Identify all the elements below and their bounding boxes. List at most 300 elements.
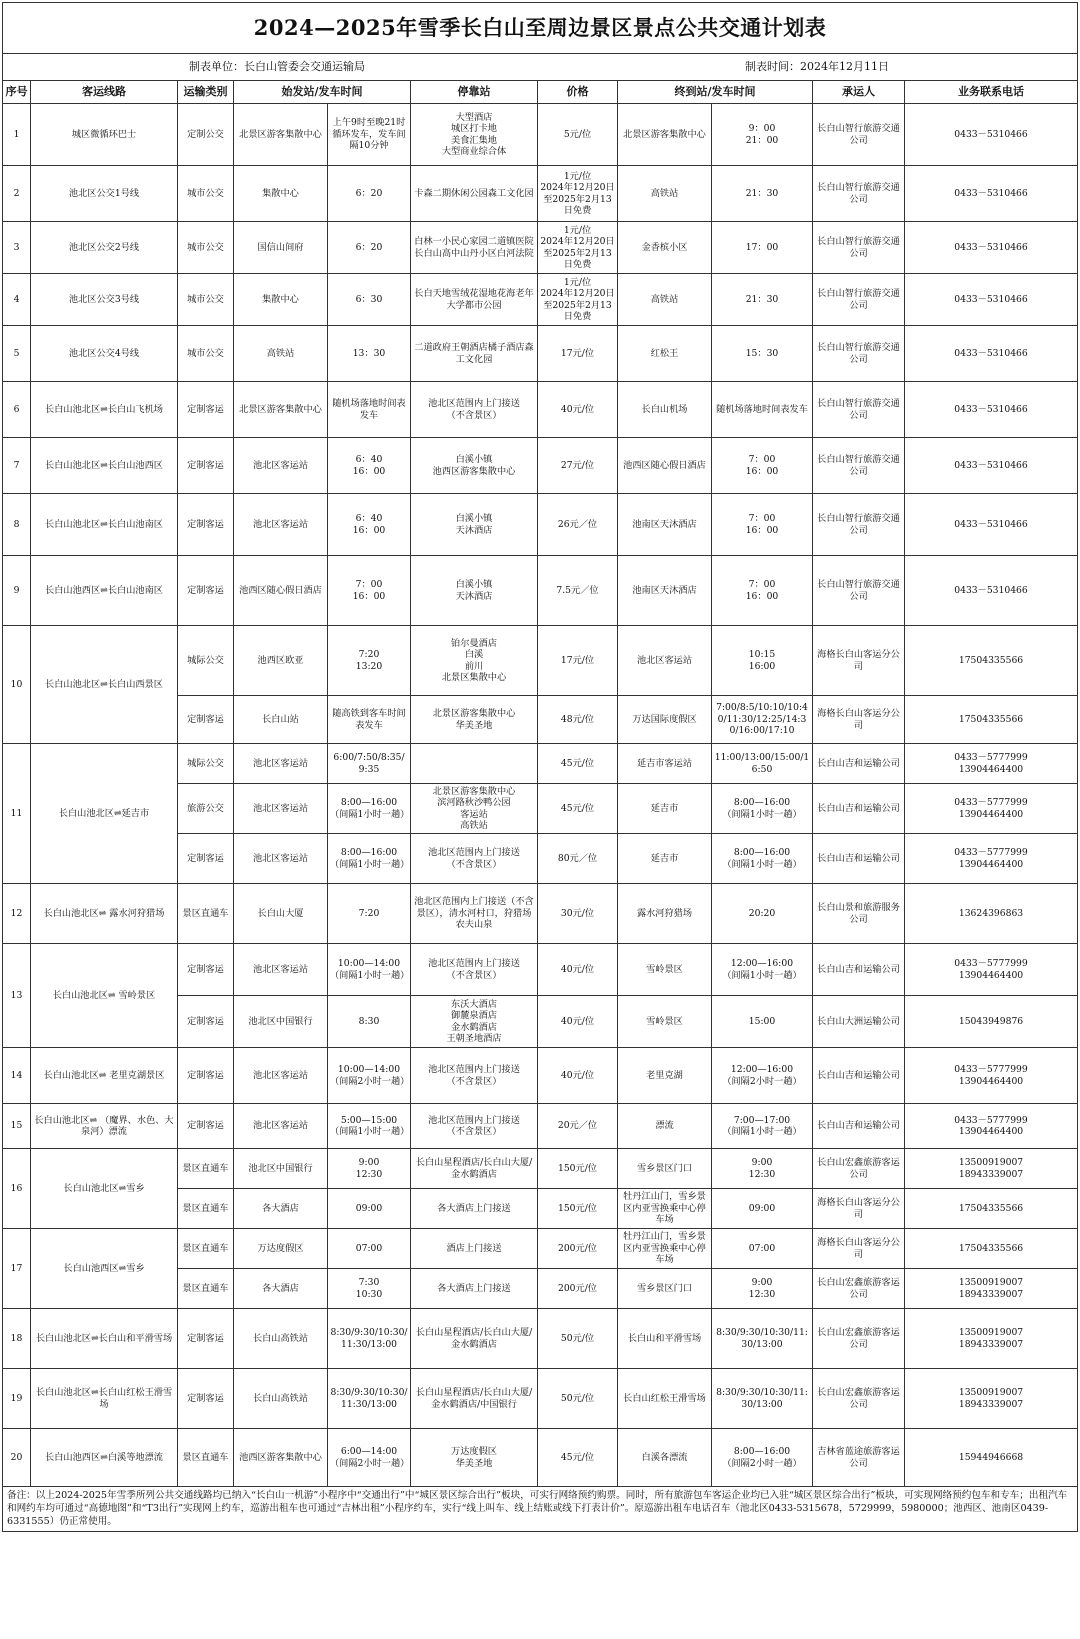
carrier: 长白山宏鑫旅游客运公司 <box>813 1149 905 1189</box>
route-name: 池北区公交3号线 <box>31 274 178 326</box>
phone: 0433－5310466 <box>905 382 1078 438</box>
stops: 池北区范围内上门接送 （不含景区） <box>411 382 538 438</box>
depart-time: 随机场落地时间表发车 <box>328 382 411 438</box>
table-row <box>3 438 1078 494</box>
origin-station: 集散中心 <box>234 274 328 326</box>
transport-type: 定制客运 <box>178 382 234 438</box>
table-row <box>3 1369 1078 1429</box>
price: 5元/位 <box>538 104 618 166</box>
destination-time: 7:00—17:00 （间隔1小时一趟） <box>712 1104 813 1149</box>
depart-time: 07:00 <box>328 1229 411 1269</box>
table-row <box>3 944 1078 996</box>
phone: 17504335566 <box>905 696 1078 744</box>
row-number: 12 <box>3 884 31 944</box>
row-number: 10 <box>3 626 31 744</box>
carrier: 长白山吉和运输公司 <box>813 784 905 834</box>
destination-time: 12:00—16:00 （间隔2小时一趟） <box>712 1048 813 1104</box>
header-destination: 终到站/发车时间 <box>618 81 813 104</box>
stops: 大型酒店 城区打卡地 美食汇集地 大型商业综合体 <box>411 104 538 166</box>
origin-station: 高铁站 <box>234 326 328 382</box>
row-number: 1 <box>3 104 31 166</box>
stops: 各大酒店上门接送 <box>411 1189 538 1229</box>
destination-time: 8:30/9:30/10:30/11:30/13:00 <box>712 1309 813 1369</box>
phone: 13500919007 18943339007 <box>905 1369 1078 1429</box>
price: 45元/位 <box>538 1429 618 1487</box>
route-name: 长白山池北区⇌长白山西景区 <box>31 626 178 744</box>
route-name: 长白山池北区⇌长白山池南区 <box>31 494 178 556</box>
depart-time: 6：30 <box>328 274 411 326</box>
stops: 万达度假区 华美圣地 <box>411 1429 538 1487</box>
destination-station: 牡丹江山门，雪乡景区内亚雪换乘中心停车场 <box>618 1229 712 1269</box>
stops <box>411 744 538 784</box>
route-name: 池北区公交2号线 <box>31 222 178 274</box>
stops: 池北区范围内上门接送（不含景区），清水河村口，狩猎场农夫山泉 <box>411 884 538 944</box>
table-row <box>3 494 1078 556</box>
destination-station: 白溪各漂流 <box>618 1429 712 1487</box>
stops: 各大酒店上门接送 <box>411 1269 538 1309</box>
transit-table <box>2 80 1078 1487</box>
phone: 0433－5777999 13904464400 <box>905 1048 1078 1104</box>
row-number: 16 <box>3 1149 31 1229</box>
stops: 白溪小镇 天沐酒店 <box>411 556 538 626</box>
table-row <box>3 744 1078 784</box>
destination-time: 09:00 <box>712 1189 813 1229</box>
transport-type: 景区直通车 <box>178 1269 234 1309</box>
phone: 0433－5777999 13904464400 <box>905 944 1078 996</box>
destination-time: 7：00 16：00 <box>712 556 813 626</box>
depart-time: 6:00—14:00 （间隔2小时一趟） <box>328 1429 411 1487</box>
transport-type: 定制客运 <box>178 696 234 744</box>
stops: 北景区游客集散中心 滨河路秋沙鸭公园 客运站 高铁站 <box>411 784 538 834</box>
destination-station: 池北区客运站 <box>618 626 712 696</box>
origin-station: 长白山高铁站 <box>234 1309 328 1369</box>
origin-station: 池西区随心假日酒店 <box>234 556 328 626</box>
carrier: 长白山吉和运输公司 <box>813 744 905 784</box>
depart-time: 7:30 10:30 <box>328 1269 411 1309</box>
header-phone: 业务联系电话 <box>905 81 1078 104</box>
origin-station: 池北区中国银行 <box>234 996 328 1048</box>
phone: 0433－5777999 13904464400 <box>905 744 1078 784</box>
row-number: 7 <box>3 438 31 494</box>
depart-time: 6:00/7:50/8:35/9:35 <box>328 744 411 784</box>
origin-station: 池北区客运站 <box>234 1104 328 1149</box>
destination-time: 21：30 <box>712 274 813 326</box>
destination-station: 老里克湖 <box>618 1048 712 1104</box>
price: 1元/位 2024年12月20日至2025年2月13日免费 <box>538 222 618 274</box>
table-row <box>3 326 1078 382</box>
origin-station: 池北区客运站 <box>234 1048 328 1104</box>
phone: 13500919007 18943339007 <box>905 1309 1078 1369</box>
row-number: 3 <box>3 222 31 274</box>
price: 40元/位 <box>538 996 618 1048</box>
phone: 0433－5777999 13904464400 <box>905 1104 1078 1149</box>
transport-type: 定制客运 <box>178 1369 234 1429</box>
destination-station: 漂流 <box>618 1104 712 1149</box>
header-price: 价格 <box>538 81 618 104</box>
row-number: 18 <box>3 1309 31 1369</box>
table-row <box>3 556 1078 626</box>
price: 17元/位 <box>538 326 618 382</box>
destination-station: 延吉市 <box>618 834 712 884</box>
header-carrier: 承运人 <box>813 81 905 104</box>
row-number: 20 <box>3 1429 31 1487</box>
destination-time: 7:00/8:5/10:10/10:40/11:30/12:25/14:30/16:00/17:10 <box>712 696 813 744</box>
destination-time: 11:00/13:00/15:00/16:50 <box>712 744 813 784</box>
depart-time: 6：20 <box>328 166 411 222</box>
route-name: 长白山池北区⇌ 老里克湖景区 <box>31 1048 178 1104</box>
destination-time: 9:00 12:30 <box>712 1269 813 1309</box>
origin-station: 各大酒店 <box>234 1269 328 1309</box>
price: 200元/位 <box>538 1269 618 1309</box>
origin-station: 各大酒店 <box>234 1189 328 1229</box>
carrier: 长白山吉和运输公司 <box>813 834 905 884</box>
depart-time: 7：00 16：00 <box>328 556 411 626</box>
table-row <box>3 1149 1078 1189</box>
row-number: 4 <box>3 274 31 326</box>
price: 17元/位 <box>538 626 618 696</box>
destination-time: 8:00—16:00 （间隔1小时一趟） <box>712 834 813 884</box>
transport-type: 定制客运 <box>178 944 234 996</box>
destination-station: 池南区天沐酒店 <box>618 556 712 626</box>
price: 80元／位 <box>538 834 618 884</box>
transport-type: 定制客运 <box>178 996 234 1048</box>
stops: 池北区范围内上门接送 （不含景区） <box>411 1048 538 1104</box>
header-no: 序号 <box>3 81 31 104</box>
carrier: 长白山宏鑫旅游客运公司 <box>813 1369 905 1429</box>
table-row <box>3 1104 1078 1149</box>
destination-time: 07:00 <box>712 1229 813 1269</box>
depart-time: 8:00—16:00 （间隔1小时一趟） <box>328 834 411 884</box>
carrier: 长白山智行旅游交通公司 <box>813 556 905 626</box>
phone: 0433－5310466 <box>905 556 1078 626</box>
transport-type: 城际公交 <box>178 744 234 784</box>
depart-time: 9:00 12:30 <box>328 1149 411 1189</box>
origin-station: 池北区客运站 <box>234 784 328 834</box>
row-number: 11 <box>3 744 31 884</box>
route-name: 长白山池西区⇌白溪等地漂流 <box>31 1429 178 1487</box>
destination-station: 露水河狩猎场 <box>618 884 712 944</box>
destination-time: 20:20 <box>712 884 813 944</box>
phone: 17504335566 <box>905 1189 1078 1229</box>
transport-type: 城市公交 <box>178 326 234 382</box>
depart-time: 13：30 <box>328 326 411 382</box>
transport-type: 城市公交 <box>178 222 234 274</box>
phone: 17504335566 <box>905 626 1078 696</box>
row-number: 8 <box>3 494 31 556</box>
destination-time: 15：30 <box>712 326 813 382</box>
table-row <box>3 166 1078 222</box>
table-row <box>3 1229 1078 1269</box>
phone: 13624396863 <box>905 884 1078 944</box>
destination-time: 9:00 12:30 <box>712 1149 813 1189</box>
depart-time: 8:30 <box>328 996 411 1048</box>
header-type: 运输类别 <box>178 81 234 104</box>
header-route: 客运线路 <box>31 81 178 104</box>
origin-station: 长白山高铁站 <box>234 1369 328 1429</box>
phone: 0433－5310466 <box>905 222 1078 274</box>
route-name: 长白山池北区⇌长白山池西区 <box>31 438 178 494</box>
table-row <box>3 104 1078 166</box>
destination-time: 9：00 21：00 <box>712 104 813 166</box>
carrier: 长白山智行旅游交通公司 <box>813 274 905 326</box>
transport-type: 景区直通车 <box>178 1429 234 1487</box>
stops: 二道政府王朝酒店橘子酒店森工文化园 <box>411 326 538 382</box>
transport-type: 定制客运 <box>178 438 234 494</box>
table-row <box>3 1309 1078 1369</box>
carrier: 长白山智行旅游交通公司 <box>813 104 905 166</box>
price: 150元/位 <box>538 1149 618 1189</box>
transport-type: 定制客运 <box>178 1048 234 1104</box>
depart-time: 随高铁到客车时间表发车 <box>328 696 411 744</box>
price: 30元/位 <box>538 884 618 944</box>
row-number: 15 <box>3 1104 31 1149</box>
destination-time: 10:15 16:00 <box>712 626 813 696</box>
transport-type: 定制客运 <box>178 494 234 556</box>
transit-plan-sheet <box>2 2 1078 1532</box>
origin-station: 池西区欧亚 <box>234 626 328 696</box>
origin-station: 池北区中国银行 <box>234 1149 328 1189</box>
carrier: 长白山智行旅游交通公司 <box>813 494 905 556</box>
destination-time: 12:00—16:00 （间隔1小时一趟） <box>712 944 813 996</box>
destination-station: 长白山机场 <box>618 382 712 438</box>
route-name: 长白山池北区⇌ 露水河狩猎场 <box>31 884 178 944</box>
phone: 0433－5777999 13904464400 <box>905 834 1078 884</box>
destination-station: 雪岭景区 <box>618 996 712 1048</box>
destination-time: 17：00 <box>712 222 813 274</box>
stops: 白溪小镇 池西区游客集散中心 <box>411 438 538 494</box>
depart-time: 8:30/9:30/10:30/11:30/13:00 <box>328 1369 411 1429</box>
table-row <box>3 382 1078 438</box>
phone: 0433－5310466 <box>905 104 1078 166</box>
destination-station: 万达国际度假区 <box>618 696 712 744</box>
origin-station: 池北区客运站 <box>234 834 328 884</box>
carrier: 长白山智行旅游交通公司 <box>813 222 905 274</box>
destination-station: 牡丹江山门，雪乡景区内亚雪换乘中心停车场 <box>618 1189 712 1229</box>
route-name: 长白山池西区⇌雪乡 <box>31 1229 178 1309</box>
destination-station: 雪岭景区 <box>618 944 712 996</box>
table-row <box>3 1048 1078 1104</box>
depart-time: 上午9时至晚21时循环发车，发车间隔10分钟 <box>328 104 411 166</box>
row-number: 17 <box>3 1229 31 1309</box>
carrier: 长白山智行旅游交通公司 <box>813 326 905 382</box>
carrier: 长白山智行旅游交通公司 <box>813 382 905 438</box>
phone: 0433－5310466 <box>905 326 1078 382</box>
transport-type: 定制公交 <box>178 104 234 166</box>
maker-label: 制表单位：长白山管委会交通运输局 <box>189 60 365 73</box>
table-row <box>3 626 1078 696</box>
depart-time: 8:00—16:00 （间隔1小时一趟） <box>328 784 411 834</box>
price: 7.5元／位 <box>538 556 618 626</box>
page-title: 2024—2025年雪季长白山至周边景区景点公共交通计划表 <box>2 2 1078 53</box>
destination-time: 随机场落地时间表发车 <box>712 382 813 438</box>
destination-station: 延吉市 <box>618 784 712 834</box>
transport-type: 景区直通车 <box>178 1149 234 1189</box>
route-name: 长白山池北区⇌ （魔界、水色、大泉河）漂流 <box>31 1104 178 1149</box>
price: 45元/位 <box>538 784 618 834</box>
price: 27元/位 <box>538 438 618 494</box>
phone: 0433－5777999 13904464400 <box>905 784 1078 834</box>
phone: 13500919007 18943339007 <box>905 1269 1078 1309</box>
price: 40元/位 <box>538 1048 618 1104</box>
stops: 长白山星程酒店/长白山大厦/金水鹤酒店 <box>411 1309 538 1369</box>
depart-time: 7:20 13:20 <box>328 626 411 696</box>
row-number: 9 <box>3 556 31 626</box>
origin-station: 长白山大厦 <box>234 884 328 944</box>
stops: 北景区游客集散中心 华美圣地 <box>411 696 538 744</box>
transport-type: 城际公交 <box>178 626 234 696</box>
carrier: 长白山景和旅游服务公司 <box>813 884 905 944</box>
depart-time: 7:20 <box>328 884 411 944</box>
carrier: 海格长白山客运分公司 <box>813 696 905 744</box>
price: 40元/位 <box>538 382 618 438</box>
transport-type: 定制客运 <box>178 556 234 626</box>
transport-type: 城市公交 <box>178 166 234 222</box>
carrier: 长白山智行旅游交通公司 <box>813 438 905 494</box>
route-name: 池北区公交4号线 <box>31 326 178 382</box>
destination-station: 北景区游客集散中心 <box>618 104 712 166</box>
route-name: 长白山池北区⇌ 雪岭景区 <box>31 944 178 1048</box>
destination-station: 雪乡景区门口 <box>618 1269 712 1309</box>
origin-station: 池北区客运站 <box>234 744 328 784</box>
destination-time: 8:30/9:30/10:30/11:30/13:00 <box>712 1369 813 1429</box>
carrier: 海格长白山客运分公司 <box>813 1229 905 1269</box>
transport-type: 景区直通车 <box>178 1229 234 1269</box>
depart-time: 6：40 16：00 <box>328 438 411 494</box>
carrier: 海格长白山客运分公司 <box>813 1189 905 1229</box>
origin-station: 长白山站 <box>234 696 328 744</box>
origin-station: 池北区客运站 <box>234 944 328 996</box>
depart-time: 09:00 <box>328 1189 411 1229</box>
transport-type: 定制客运 <box>178 1104 234 1149</box>
header-stops: 停靠站 <box>411 81 538 104</box>
origin-station: 北景区游客集散中心 <box>234 382 328 438</box>
origin-station: 集散中心 <box>234 166 328 222</box>
row-number: 14 <box>3 1048 31 1104</box>
price: 50元/位 <box>538 1309 618 1369</box>
table-row <box>3 222 1078 274</box>
origin-station: 国信山间府 <box>234 222 328 274</box>
carrier: 长白山吉和运输公司 <box>813 1048 905 1104</box>
carrier: 海格长白山客运分公司 <box>813 626 905 696</box>
carrier: 长白山大洲运输公司 <box>813 996 905 1048</box>
route-name: 池北区公交1号线 <box>31 166 178 222</box>
origin-station: 北景区游客集散中心 <box>234 104 328 166</box>
carrier: 长白山吉和运输公司 <box>813 1104 905 1149</box>
row-number: 2 <box>3 166 31 222</box>
table-body <box>3 104 1078 1487</box>
depart-time: 6：20 <box>328 222 411 274</box>
stops: 东沃大酒店 御麓泉酒店 金水鹤酒店 王朝圣地酒店 <box>411 996 538 1048</box>
phone: 17504335566 <box>905 1229 1078 1269</box>
phone: 15043949876 <box>905 996 1078 1048</box>
transport-type: 景区直通车 <box>178 884 234 944</box>
carrier: 长白山宏鑫旅游客运公司 <box>813 1309 905 1369</box>
stops: 铂尔曼酒店 白溪 前川 北景区集散中心 <box>411 626 538 696</box>
route-name: 长白山池西区⇌长白山池南区 <box>31 556 178 626</box>
destination-time: 21：30 <box>712 166 813 222</box>
origin-station: 池北区客运站 <box>234 438 328 494</box>
route-name: 长白山池北区⇌延吉市 <box>31 744 178 884</box>
phone: 0433－5310466 <box>905 274 1078 326</box>
transport-type: 定制客运 <box>178 834 234 884</box>
origin-station: 池西区游客集散中心 <box>234 1429 328 1487</box>
destination-station: 长白山和平滑雪场 <box>618 1309 712 1369</box>
price: 1元/位 2024年12月20日至2025年2月13日免费 <box>538 274 618 326</box>
route-name: 长白山池北区⇌雪乡 <box>31 1149 178 1229</box>
carrier: 吉林省蓝途旅游客运公司 <box>813 1429 905 1487</box>
origin-station: 池北区客运站 <box>234 494 328 556</box>
depart-time: 10:00—14:00 （间隔1小时一趟） <box>328 944 411 996</box>
depart-time: 10:00—14:00 （间隔2小时一趟） <box>328 1048 411 1104</box>
stops: 酒店上门接送 <box>411 1229 538 1269</box>
price: 45元/位 <box>538 744 618 784</box>
destination-time: 7：00 16：00 <box>712 494 813 556</box>
destination-station: 长白山红松王滑雪场 <box>618 1369 712 1429</box>
table-row <box>3 274 1078 326</box>
price: 48元/位 <box>538 696 618 744</box>
route-name: 长白山池北区⇌长白山和平滑雪场 <box>31 1309 178 1369</box>
phone: 0433－5310466 <box>905 494 1078 556</box>
transport-type: 城市公交 <box>178 274 234 326</box>
stops: 长白天地雪绒花湿地花海老年大学都市公园 <box>411 274 538 326</box>
phone: 15944946668 <box>905 1429 1078 1487</box>
price: 200元/位 <box>538 1229 618 1269</box>
row-number: 6 <box>3 382 31 438</box>
table-row <box>3 1429 1078 1487</box>
destination-station: 延吉市客运站 <box>618 744 712 784</box>
carrier: 长白山宏鑫旅游客运公司 <box>813 1269 905 1309</box>
route-name: 长白山池北区⇌长白山飞机场 <box>31 382 178 438</box>
price: 40元/位 <box>538 944 618 996</box>
meta-row <box>2 53 1078 80</box>
destination-time: 8:00—16:00 （间隔2小时一趟） <box>712 1429 813 1487</box>
phone: 0433－5310466 <box>905 438 1078 494</box>
destination-station: 金香槟小区 <box>618 222 712 274</box>
header-row <box>3 81 1078 104</box>
stops: 池北区范围内上门接送 （不含景区） <box>411 834 538 884</box>
stops: 白林一小民心家园二道镇医院长白山高中山丹小区白河法院 <box>411 222 538 274</box>
date-label: 制表时间：2024年12月11日 <box>745 60 889 73</box>
destination-station: 池西区随心假日酒店 <box>618 438 712 494</box>
transport-type: 旅游公交 <box>178 784 234 834</box>
depart-time: 5:00—15:00 （间隔1小时一趟） <box>328 1104 411 1149</box>
stops: 白溪小镇 天沐酒店 <box>411 494 538 556</box>
destination-time: 15:00 <box>712 996 813 1048</box>
carrier: 长白山智行旅游交通公司 <box>813 166 905 222</box>
header-origin: 始发站/发车时间 <box>234 81 411 104</box>
destination-station: 高铁站 <box>618 274 712 326</box>
transport-type: 定制客运 <box>178 1309 234 1369</box>
stops: 池北区范围内上门接送 （不含景区） <box>411 1104 538 1149</box>
transport-type: 景区直通车 <box>178 1189 234 1229</box>
destination-station: 雪乡景区门口 <box>618 1149 712 1189</box>
route-name: 长白山池北区⇌长白山红松王滑雪场 <box>31 1369 178 1429</box>
price: 50元/位 <box>538 1369 618 1429</box>
depart-time: 8:30/9:30/10:30/11:30/13:00 <box>328 1309 411 1369</box>
row-number: 5 <box>3 326 31 382</box>
stops: 卡森二期休闲公园森工文化园 <box>411 166 538 222</box>
phone: 13500919007 18943339007 <box>905 1149 1078 1189</box>
footnote: 备注：以上2024-2025年雪季所列公共交通线路均已纳入“长白山一机游”小程序中“交通出行”中“城区景区综合出行”板块，可实行网络预约购票。同时，所有旅游包车客运企业均已入驻“城区景区综合出行”板块，可实现网络预约包车和专车；出租汽车和网约车均可通过“高德地图”和“T3出行”实现网上约车，巡游出租车也可通过“吉林出租”小程序约车，实行“线上叫车、线上结账或线下打表计价”。原巡游出租车电话召车（池北区0433-5315678，5729999，5980000；池西区、池南区0439-6331555）仍正常使用。 <box>2 1487 1078 1532</box>
price: 150元/位 <box>538 1189 618 1229</box>
origin-station: 万达度假区 <box>234 1229 328 1269</box>
stops: 长白山星程酒店/长白山大厦/金水鹤酒店/中国银行 <box>411 1369 538 1429</box>
row-number: 13 <box>3 944 31 1048</box>
table-row <box>3 884 1078 944</box>
destination-time: 8:00—16:00 （间隔1小时一趟） <box>712 784 813 834</box>
destination-station: 高铁站 <box>618 166 712 222</box>
price: 20元／位 <box>538 1104 618 1149</box>
